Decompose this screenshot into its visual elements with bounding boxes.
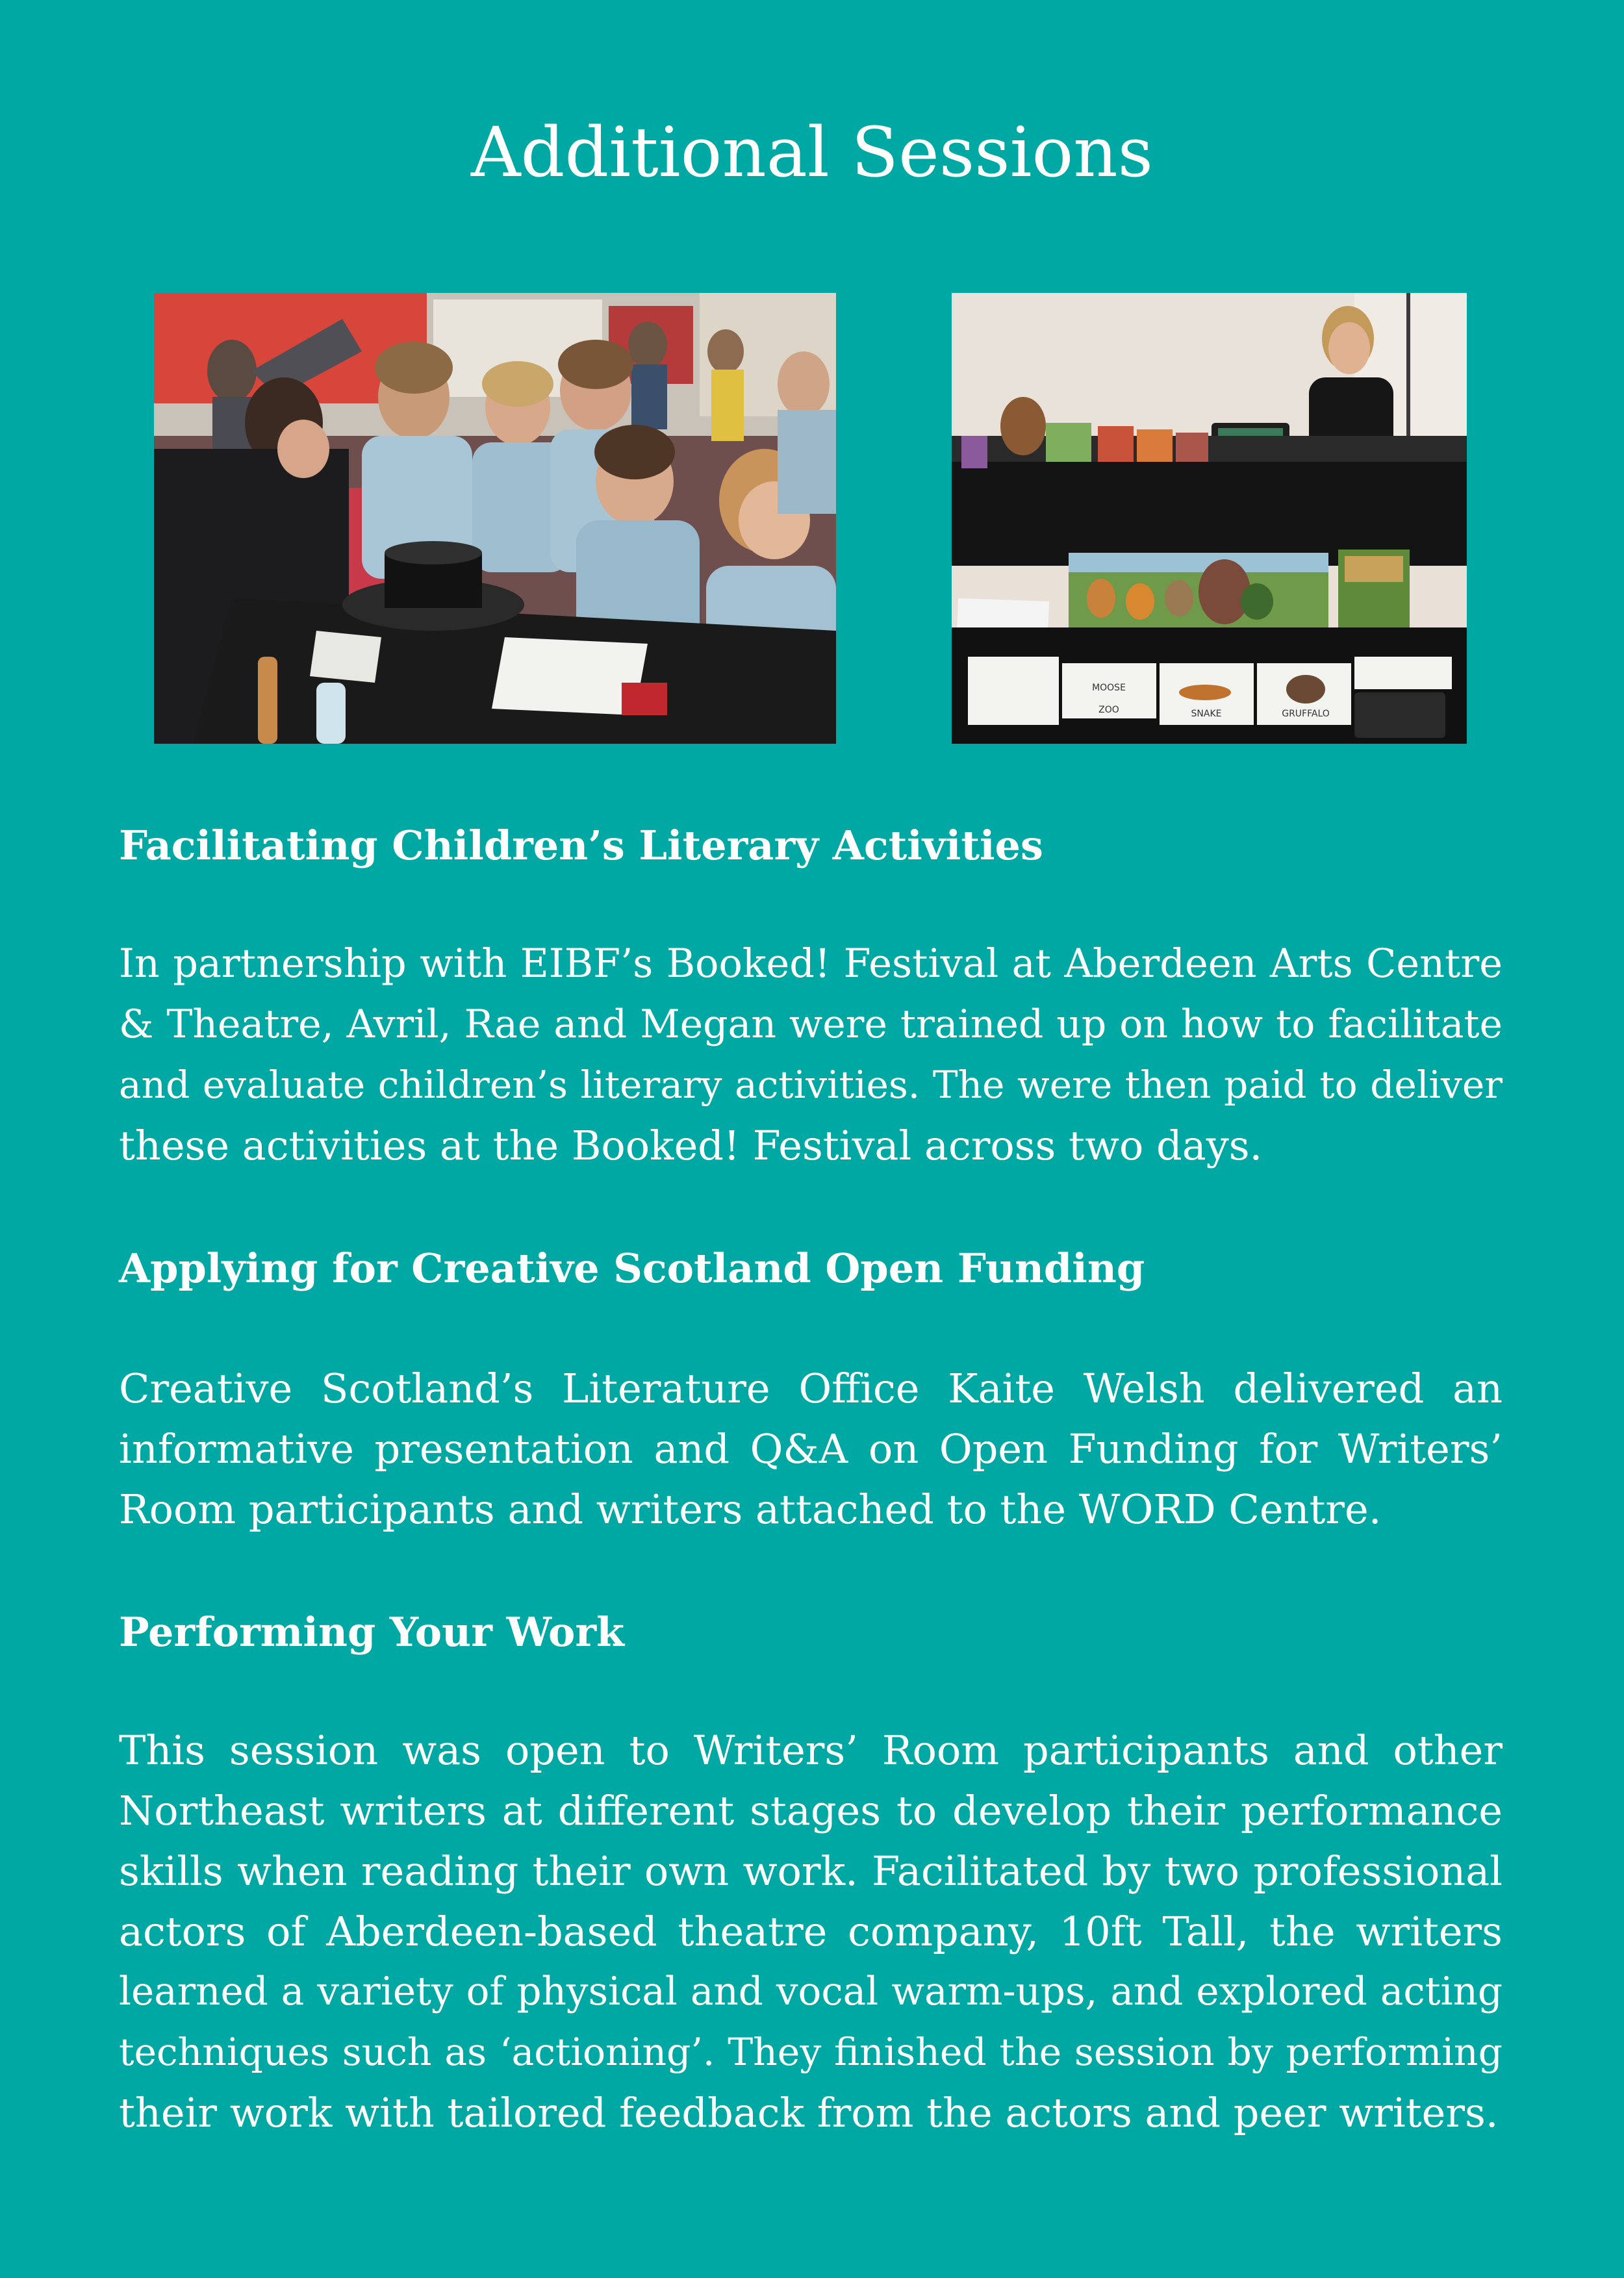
body-line: This session was open to Writers’ Room participants and other xyxy=(119,1727,1503,1774)
section-heading-creative-scotland-funding: Applying for Creative Scotland Open Funding xyxy=(119,1245,1145,1292)
card-label-zoo: ZOO xyxy=(1098,705,1119,715)
photo-children-activity-image xyxy=(154,293,836,744)
section-body-creative-scotland-funding xyxy=(119,1358,1503,1539)
body-line: skills when reading their own work. Facilitated by two professional xyxy=(119,1847,1503,1895)
photo-gruffalo-display xyxy=(952,293,1467,744)
card-label-snake: SNAKE xyxy=(1191,709,1222,719)
body-line: & Theatre, Avril, Rae and Megan were trained up on how to facilitate xyxy=(119,1002,1503,1047)
body-line: Creative Scotland’s Literature Office Kaite Welsh delivered an xyxy=(119,1365,1503,1412)
body-line: techniques such as ‘actioning’. They finished the session by performing xyxy=(119,2030,1503,2074)
section-heading-childrens-literary-activities: Facilitating Children’s Literary Activities xyxy=(119,822,1043,869)
page-title: Additional Sessions xyxy=(470,112,1154,192)
section-body-childrens-literary-activities xyxy=(119,934,1503,1176)
body-line: their work with tailored feedback from the actors and peer writers. xyxy=(119,2089,1499,2136)
body-line: and evaluate children’s literary activities. The were then paid to deliver xyxy=(119,1063,1503,1107)
body-line: Northeast writers at different stages to develop their performance xyxy=(119,1787,1503,1834)
body-line: these activities at the Booked! Festival across two days. xyxy=(119,1122,1263,1169)
body-line: actors of Aberdeen-based theatre company, 10ft Tall, the writers xyxy=(119,1908,1503,1955)
body-line: In partnership with EIBF’s Booked! Festival at Aberdeen Arts Centre xyxy=(119,941,1503,987)
photo-children-activity xyxy=(154,293,836,744)
body-line: Room participants and writers attached to the WORD Centre. xyxy=(119,1486,1382,1533)
section-body-performing-your-work xyxy=(119,1720,1503,2143)
card-label-moose: MOOSE xyxy=(1092,683,1126,693)
section-heading-performing-your-work: Performing Your Work xyxy=(119,1608,625,1656)
card-label-gruffalo: GRUFFALO xyxy=(1282,709,1330,719)
body-line: learned a variety of physical and vocal warm-ups, and explored acting xyxy=(119,1969,1503,2014)
photo-gruffalo-display-image xyxy=(952,293,1467,744)
body-line: informative presentation and Q&A on Open Funding for Writers’ xyxy=(119,1425,1503,1473)
